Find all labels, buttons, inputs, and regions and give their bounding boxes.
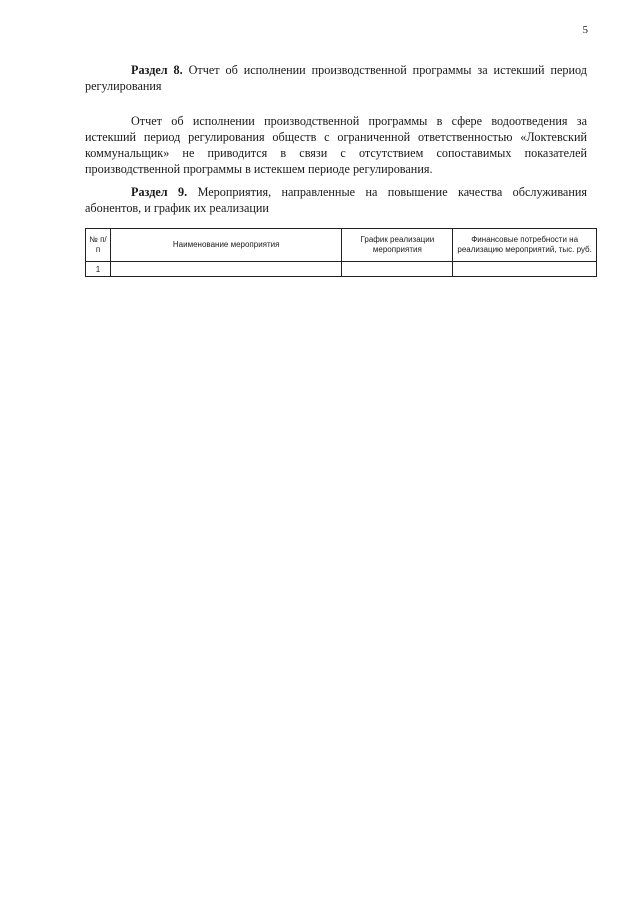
cell-event-name: [110, 262, 341, 277]
section-9-label: Раздел 9.: [131, 185, 188, 199]
header-financial-needs: Финансовые потребности на реализацию мероприятий, тыс. руб.: [453, 229, 597, 262]
cell-financial-needs: [453, 262, 597, 277]
section-8-body: Отчет об исполнении производственной программы в сфере водоотведения за истекший период регулирования обществ с ограниченной ответственностью «Локтевский коммунальщик» не приводится в связи с отсутствием сопоставимых показателей производственной программы в истекшем периоде регулирования.: [85, 114, 587, 176]
section-9-title: Мероприятия, направленные на повышение качества обслуживания абонентов, и график их реализации: [85, 185, 587, 215]
header-event-name: Наименование мероприятия: [110, 229, 341, 262]
table-header-row: [86, 229, 597, 262]
header-number: № п/п: [86, 229, 111, 262]
section-8-heading: [85, 62, 587, 94]
cell-number: 1: [86, 262, 111, 277]
page-number: 5: [582, 24, 588, 36]
section-9-heading: [85, 184, 587, 216]
table-row: [86, 262, 597, 277]
cell-schedule: [342, 262, 453, 277]
section-8-title: Отчет об исполнении производственной программы за истекший период регулирования: [85, 63, 587, 93]
header-schedule: График реализации мероприятия: [342, 229, 453, 262]
events-table: [85, 228, 597, 277]
section-8-label: Раздел 8.: [131, 63, 183, 77]
